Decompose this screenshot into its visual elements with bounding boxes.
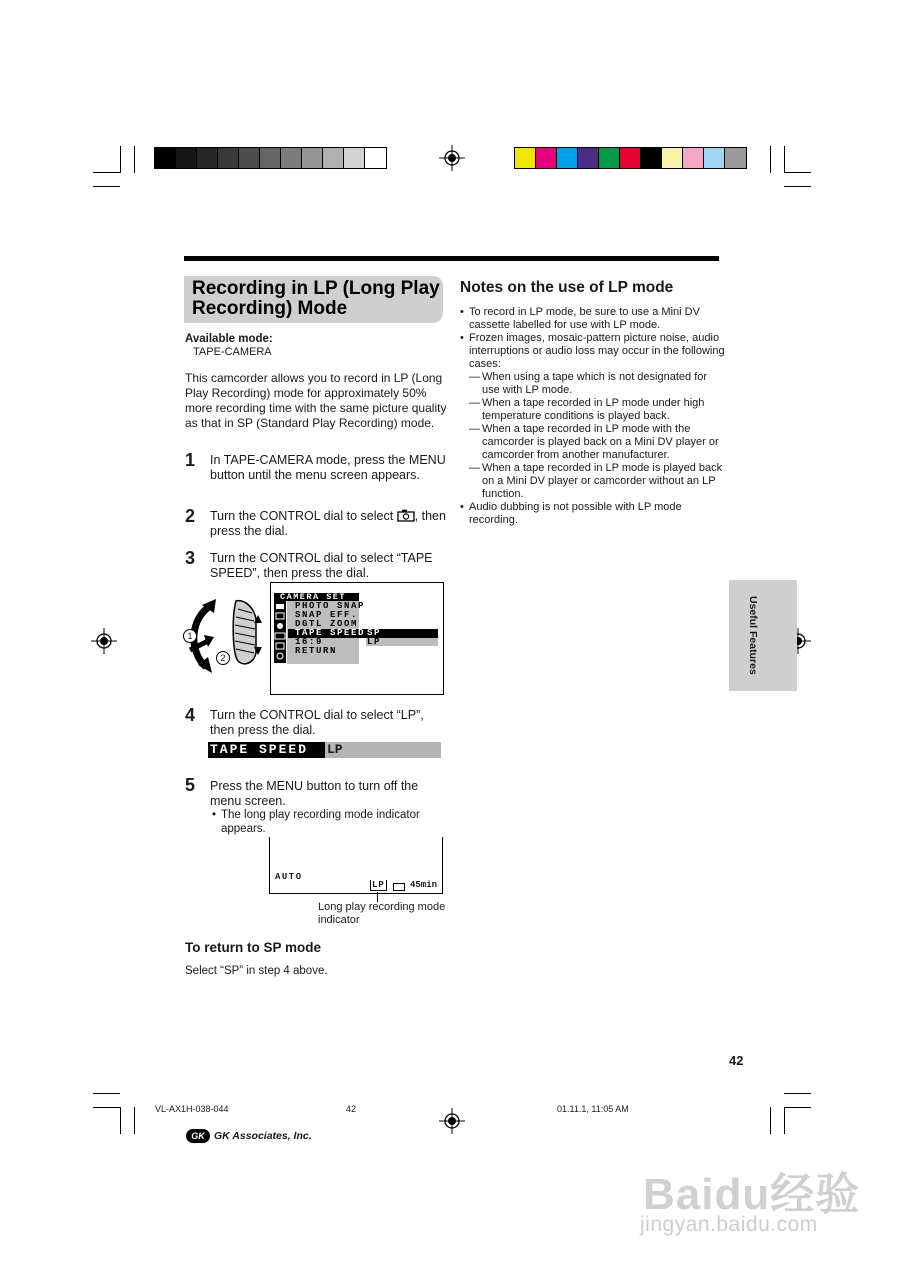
step-text: In TAPE-CAMERA mode, press the MENU button until the menu screen appears. [210, 453, 446, 482]
page-number: 42 [729, 1053, 744, 1068]
step-number: 5 [185, 775, 196, 795]
step-number: 1 [185, 450, 196, 470]
crop-mark [770, 146, 771, 173]
note-bullet: • Audio dubbing is not possible with LP mode recording. [460, 501, 682, 526]
color-swatch [725, 148, 746, 168]
step-text [210, 509, 446, 539]
crop-mark [134, 1107, 135, 1134]
menu-item[interactable]: DGTL ZOOM [295, 619, 359, 629]
intro-paragraph: This camcorder allows you to record in LP (Long Play Recording) mode for approximately 50% more recording time with the same picture quality as that in SP (Standard Play Recording) mode. [185, 371, 447, 430]
page-title: Recording in LP (Long Play Recording) Mode [192, 278, 440, 319]
crop-mark [784, 172, 811, 173]
color-swatch [218, 148, 239, 168]
step-text-part: , then press the dial. [210, 509, 446, 538]
note-dash-item: — When using a tape which is not designated for use with LP mode. [469, 371, 708, 396]
note-bullet: • To record in LP mode, be sure to use a Mini DV cassette labelled for use with LP mode. [460, 306, 700, 331]
crop-mark [784, 146, 785, 173]
color-swatch [557, 148, 578, 168]
crop-mark [784, 1093, 811, 1094]
crop-mark [784, 1107, 785, 1134]
crop-mark [784, 186, 811, 187]
step-bullet: The long play recording mode indicator appears. [221, 809, 420, 835]
menu-item[interactable]: 16:9 [295, 637, 324, 647]
tape-speed-value: LP [327, 742, 343, 757]
crop-mark [93, 1107, 120, 1108]
menu-option[interactable]: LP [367, 637, 382, 647]
side-tab-label: Useful Features [747, 596, 759, 675]
remaining-time: 45min [410, 880, 438, 890]
header-rule [184, 256, 719, 261]
menu-option[interactable]: SP [367, 628, 382, 638]
display-mode: AUTO [275, 872, 303, 882]
note-bullet: • Frozen images, mosaic-pattern picture noise, audio interruptions or audio loss may occur in the following cases: [460, 332, 725, 370]
indicator-caption: Long play recording mode indicator [318, 901, 446, 926]
watermark-sub: jingyan.baidu.com [640, 1213, 818, 1236]
crop-mark [120, 1107, 121, 1134]
company-name: GK Associates, Inc. [214, 1130, 312, 1142]
color-swatch [260, 148, 281, 168]
step-text: Turn the CONTROL dial to select “LP”, then press the dial. [210, 708, 424, 737]
footer-timestamp: 01.11.1, 11:05 AM [557, 1104, 629, 1114]
color-swatch [176, 148, 197, 168]
color-calibration-bar [514, 147, 747, 169]
lp-indicator: LP [372, 880, 385, 890]
registration-mark-icon [439, 145, 465, 171]
crop-mark [93, 186, 120, 187]
color-swatch [197, 148, 218, 168]
dial-label-1: 1 [183, 629, 197, 643]
available-mode-heading: Available mode: [185, 333, 273, 345]
grayscale-calibration-bar [154, 147, 387, 169]
menu-item[interactable]: SNAP EFF. [295, 610, 359, 620]
color-swatch [578, 148, 599, 168]
note-dash-item: — When a tape recorded in LP mode with the camcorder is played back on a Mini DV player or camcorder from another manufacturer. [469, 423, 719, 461]
step-text-part: Turn the CONTROL dial to select [210, 509, 394, 523]
crop-mark [784, 1107, 811, 1108]
color-swatch [344, 148, 365, 168]
dial-label-2: 2 [216, 651, 230, 665]
watermark-main: Baidu经验 [643, 1170, 861, 1219]
color-swatch [704, 148, 725, 168]
step-number: 3 [185, 548, 196, 568]
return-heading: To return to SP mode [185, 940, 322, 955]
color-swatch [323, 148, 344, 168]
crop-mark [134, 146, 135, 173]
step-text: Press the MENU button to turn off the menu screen. [210, 779, 419, 808]
color-swatch [620, 148, 641, 168]
cassette-icon [393, 883, 405, 891]
color-swatch [515, 148, 536, 168]
menu-item[interactable]: PHOTO SNAP [295, 601, 366, 611]
camera-set-icon [397, 509, 415, 522]
available-mode-value: TAPE-CAMERA [193, 346, 272, 358]
step-number: 2 [185, 506, 196, 526]
registration-mark-icon [91, 628, 117, 654]
menu-tab-icons [274, 599, 286, 663]
crop-mark [120, 146, 121, 173]
color-swatch [599, 148, 620, 168]
tape-speed-label: TAPE SPEED [208, 742, 325, 758]
menu-item-selected[interactable]: TAPE SPEED [295, 628, 366, 638]
notes-list [460, 306, 725, 527]
color-swatch [281, 148, 302, 168]
color-swatch [641, 148, 662, 168]
crop-mark [93, 172, 120, 173]
footer-file-id: VL-AX1H-038-044 [155, 1104, 229, 1114]
step-number: 4 [185, 705, 196, 725]
step-text: Turn the CONTROL dial to select “TAPE SPEED”, then press the dial. [210, 551, 433, 580]
note-dash-item: — When a tape recorded in LP mode is played back on a Mini DV player or camcorder without an LP function. [469, 462, 723, 500]
side-section-tab [729, 580, 797, 691]
bullet-marker: • [212, 809, 217, 821]
color-swatch [155, 148, 176, 168]
registration-mark-icon [439, 1108, 465, 1134]
notes-heading: Notes on the use of LP mode [460, 279, 674, 296]
menu-icon-strip [274, 599, 286, 663]
note-dash-item: — When a tape recorded in LP mode under high temperature conditions is played back. [469, 397, 705, 422]
color-swatch [662, 148, 683, 168]
crop-mark [770, 1107, 771, 1134]
crop-mark [93, 1093, 120, 1094]
menu-header: CAMERA SET [274, 593, 359, 601]
gk-logo: GK [186, 1129, 210, 1143]
color-swatch [365, 148, 386, 168]
color-swatch [536, 148, 557, 168]
menu-item[interactable]: RETURN [295, 646, 338, 656]
color-swatch [683, 148, 704, 168]
return-text: Select “SP” in step 4 above. [185, 965, 328, 977]
color-swatch [239, 148, 260, 168]
color-swatch [302, 148, 323, 168]
footer-page: 42 [346, 1104, 357, 1114]
